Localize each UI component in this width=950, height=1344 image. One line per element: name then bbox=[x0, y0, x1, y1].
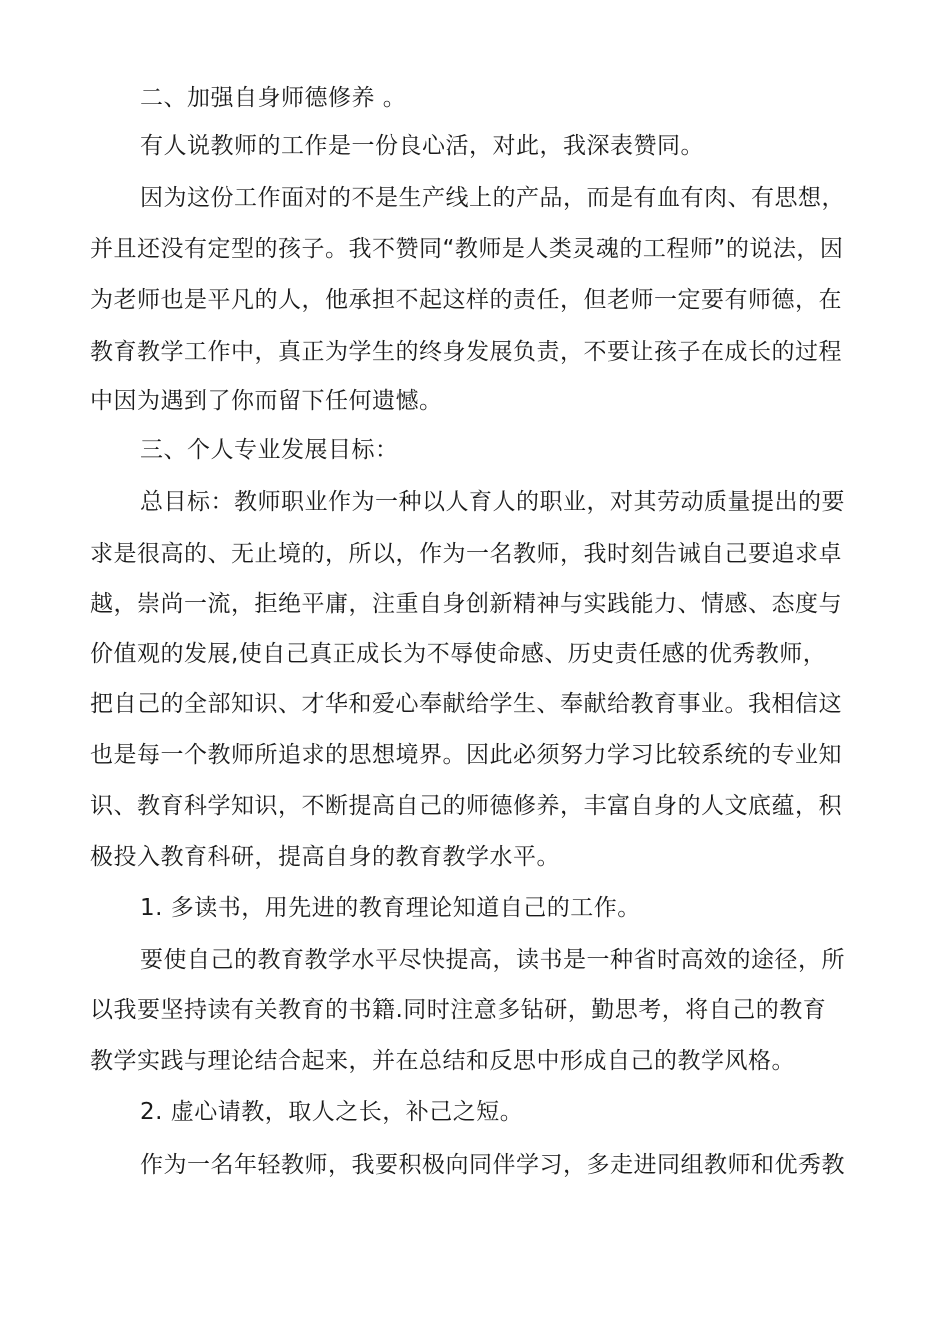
paragraph-line: 总目标：教师职业作为一种以人育人的职业，对其劳动质量提出的要 bbox=[140, 489, 845, 515]
paragraph-line: 中因为遇到了你而留下任何遗憾。 bbox=[90, 388, 443, 414]
numbered-item-one: 1. 多读书，用先进的教育理论知道自己的工作。 bbox=[140, 895, 641, 921]
paragraph-line: 并且还没有定型的孩子。我不赞同“教师是人类灵魂的工程师”的说法，因 bbox=[90, 236, 844, 262]
paragraph-line: 教育教学工作中，真正为学生的终身发展负责，不要让孩子在成长的过程 bbox=[90, 339, 842, 365]
paragraph-line: 识、教育科学知识，不断提高自己的师德修养，丰富自身的人文底蕴，积 bbox=[90, 793, 842, 819]
numbered-item-two: 2. 虚心请教，取人之长，补己之短。 bbox=[140, 1099, 524, 1125]
paragraph-line: 有人说教师的工作是一份良心活，对此，我深表赞同。 bbox=[140, 133, 704, 159]
paragraph-line: 价值观的发展,使自己真正成长为不辱使命感、历史责任感的优秀教师， bbox=[90, 641, 827, 667]
paragraph-line: 极投入教育科研，提高自身的教育教学水平。 bbox=[90, 844, 560, 870]
paragraph-line: 作为一名年轻教师，我要积极向同伴学习，多走进同组教师和优秀教 bbox=[140, 1152, 845, 1178]
paragraph-line: 越，崇尚一流，拒绝平庸，注重自身创新精神与实践能力、情感、态度与 bbox=[90, 591, 842, 617]
paragraph-line: 因为这份工作面对的不是生产线上的产品，而是有血有肉、有思想， bbox=[140, 185, 845, 211]
paragraph-line: 为老师也是平凡的人，他承担不起这样的责任，但老师一定要有师德，在 bbox=[90, 287, 842, 313]
heading-section-three: 三、个人专业发展目标： bbox=[140, 437, 399, 463]
paragraph-line: 也是每一个教师所追求的思想境界。因此必须努力学习比较系统的专业知 bbox=[90, 742, 842, 768]
paragraph-line: 教学实践与理论结合起来，并在总结和反思中形成自己的教学风格。 bbox=[90, 1048, 795, 1074]
paragraph-line: 求是很高的、无止境的，所以，作为一名教师，我时刻告诫自己要追求卓 bbox=[90, 541, 842, 567]
paragraph-line: 把自己的全部知识、才华和爱心奉献给学生、奉献给教育事业。我相信这 bbox=[90, 691, 842, 717]
paragraph-line: 以我要坚持读有关教育的书籍.同时注意多钻研，勤思考，将自己的教育 bbox=[90, 997, 827, 1023]
heading-section-two: 二、加强自身师德修养 。 bbox=[140, 85, 407, 111]
paragraph-line: 要使自己的教育教学水平尽快提高，读书是一种省时高效的途径，所 bbox=[140, 947, 845, 973]
